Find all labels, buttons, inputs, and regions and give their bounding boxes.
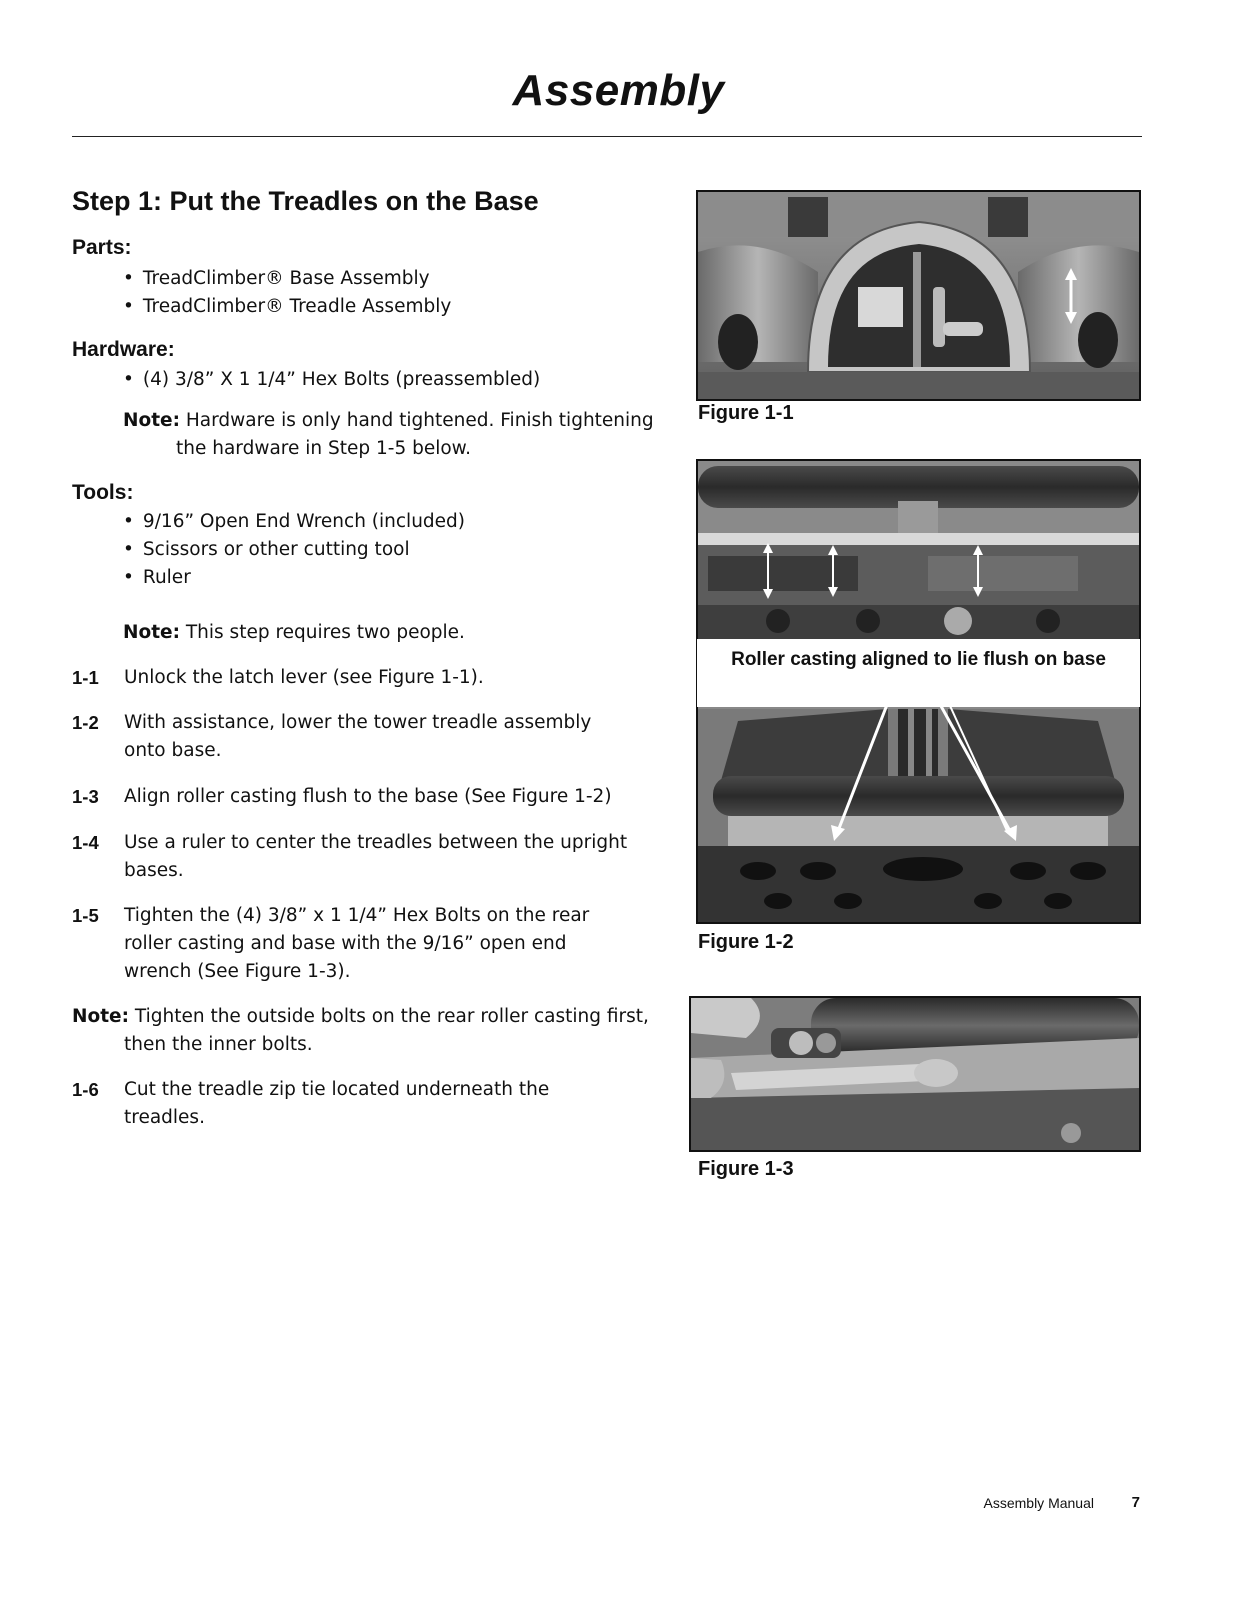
tools-list bbox=[123, 508, 465, 592]
list-item: • TreadClimber® Base Assembly bbox=[123, 265, 451, 293]
list-item: • Scissors or other cutting tool bbox=[123, 536, 465, 564]
note-text: Tighten the outside bolts on the rear roller casting first, then the inner bolts. bbox=[124, 1006, 649, 1055]
final-note bbox=[72, 1003, 669, 1059]
note-label: Note: bbox=[123, 410, 180, 431]
step-number: 1-3 bbox=[72, 786, 99, 807]
step-item bbox=[72, 829, 632, 885]
note-label: Note: bbox=[72, 1006, 129, 1027]
step-item bbox=[72, 1076, 632, 1132]
list-item: • Ruler bbox=[123, 564, 465, 592]
step-item bbox=[72, 783, 632, 811]
figure-caption: Figure 1-1 bbox=[698, 402, 794, 424]
tools-heading: Tools: bbox=[72, 481, 134, 504]
list-item: • 9/16” Open End Wrench (included) bbox=[123, 508, 465, 536]
step-text: Use a ruler to center the treadles between the upright bases. bbox=[124, 832, 628, 881]
step-number: 1-4 bbox=[72, 832, 99, 853]
step-number: 1-1 bbox=[72, 667, 99, 688]
parts-list bbox=[123, 265, 451, 321]
step-heading: Step 1: Put the Treadles on the Base bbox=[72, 186, 539, 216]
step-number: 1-2 bbox=[72, 712, 99, 733]
step-number: 1-6 bbox=[72, 1079, 99, 1100]
figure-caption: Figure 1-2 bbox=[698, 931, 794, 953]
step-text: Cut the treadle zip tie located underneath the treadles. bbox=[124, 1079, 550, 1128]
list-item: • TreadClimber® Treadle Assembly bbox=[123, 293, 451, 321]
step-item bbox=[72, 709, 632, 765]
wrench-tightening-photo bbox=[691, 998, 1139, 1150]
step-text: Align roller casting flush to the base (See Figure 1-2) bbox=[124, 786, 612, 807]
treadle-latch-photo bbox=[698, 192, 1139, 399]
note-label: Note: bbox=[123, 622, 180, 643]
figure-1-1-photo bbox=[696, 190, 1141, 401]
step-text: Unlock the latch lever (see Figure 1-1). bbox=[124, 667, 484, 688]
step-text: With assistance, lower the tower treadle assembly onto base. bbox=[124, 712, 592, 761]
note-text: Hardware is only hand tightened. Finish tightening the hardware in Step 1-5 below. bbox=[176, 410, 654, 459]
title-divider bbox=[72, 136, 1142, 137]
step-item bbox=[72, 902, 632, 986]
figure-callout: Roller casting aligned to lie flush on base bbox=[697, 639, 1140, 707]
hardware-note bbox=[123, 407, 676, 463]
figure-1-3-photo bbox=[689, 996, 1141, 1152]
step-text: Tighten the (4) 3/8” x 1 1/4” Hex Bolts on the rear roller casting and base with the 9/16” open end wrench (See Figure 1-3). bbox=[124, 905, 590, 982]
hardware-list bbox=[123, 366, 540, 394]
hardware-heading: Hardware: bbox=[72, 338, 175, 361]
page-number: 7 bbox=[1131, 1494, 1140, 1511]
footer-label: Assembly Manual bbox=[983, 1495, 1094, 1511]
step-number: 1-5 bbox=[72, 905, 99, 926]
parts-heading: Parts: bbox=[72, 236, 132, 259]
page-title: Assembly bbox=[512, 66, 725, 115]
list-item: • (4) 3/8” X 1 1/4” Hex Bolts (preassembled) bbox=[123, 366, 540, 394]
note-text: This step requires two people. bbox=[179, 622, 465, 643]
step-item bbox=[72, 664, 632, 692]
figure-caption: Figure 1-3 bbox=[698, 1158, 794, 1180]
tools-note bbox=[123, 619, 465, 647]
